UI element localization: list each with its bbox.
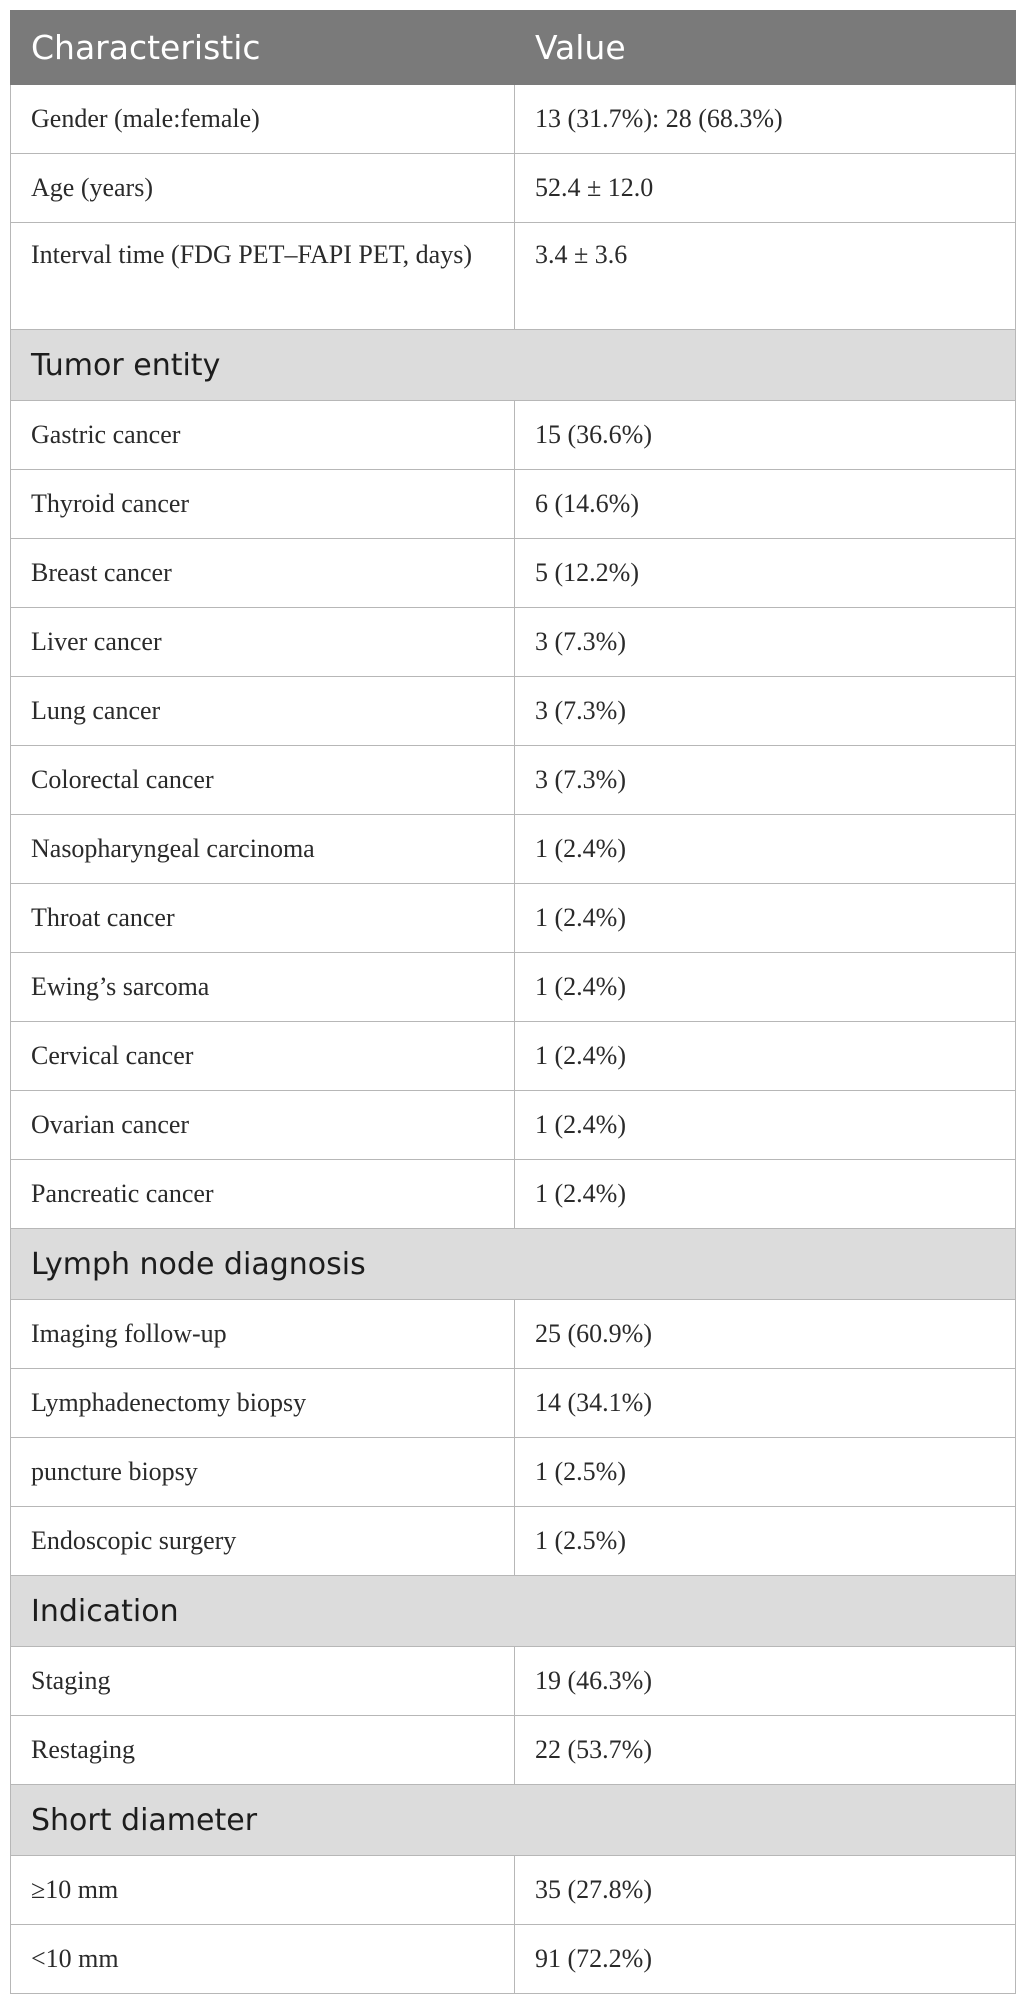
section-header-row (11, 1576, 1016, 1647)
header-value: Value (515, 11, 1016, 85)
row-label: Thyroid cancer (11, 470, 515, 539)
table-row (11, 1300, 1016, 1369)
table-row (11, 677, 1016, 746)
table-row (11, 401, 1016, 470)
row-value: 3 (7.3%) (515, 608, 1016, 677)
row-value: 52.4 ± 12.0 (515, 154, 1016, 223)
row-label: Throat cancer (11, 884, 515, 953)
row-value: 91 (72.2%) (515, 1925, 1016, 1994)
row-value: 15 (36.6%) (515, 401, 1016, 470)
row-value: 35 (27.8%) (515, 1856, 1016, 1925)
row-label: Restaging (11, 1716, 515, 1785)
row-value: 1 (2.4%) (515, 1160, 1016, 1229)
row-label: Endoscopic surgery (11, 1507, 515, 1576)
row-label: Gastric cancer (11, 401, 515, 470)
row-label: Lymphadenectomy biopsy (11, 1369, 515, 1438)
row-label: Lung cancer (11, 677, 515, 746)
row-value: 1 (2.4%) (515, 1091, 1016, 1160)
section-header-row (11, 1229, 1016, 1300)
row-label: Ovarian cancer (11, 1091, 515, 1160)
row-label: <10 mm (11, 1925, 515, 1994)
table-row (11, 85, 1016, 154)
table-row (11, 539, 1016, 608)
table-row (11, 470, 1016, 539)
section-title: Indication (11, 1576, 1016, 1647)
section-title: Lymph node diagnosis (11, 1229, 1016, 1300)
row-label: Staging (11, 1647, 515, 1716)
table-row (11, 953, 1016, 1022)
row-value: 1 (2.5%) (515, 1438, 1016, 1507)
row-value: 19 (46.3%) (515, 1647, 1016, 1716)
row-value: 1 (2.4%) (515, 815, 1016, 884)
table-row (11, 1925, 1016, 1994)
table-row (11, 1507, 1016, 1576)
row-label: Liver cancer (11, 608, 515, 677)
table-row (11, 1091, 1016, 1160)
row-value: 5 (12.2%) (515, 539, 1016, 608)
row-label: Breast cancer (11, 539, 515, 608)
table-header-row (11, 11, 1016, 85)
table-row (11, 1438, 1016, 1507)
row-label: Colorectal cancer (11, 746, 515, 815)
row-label: ≥10 mm (11, 1856, 515, 1925)
row-value: 1 (2.5%) (515, 1507, 1016, 1576)
row-value: 1 (2.4%) (515, 1022, 1016, 1091)
row-label: Interval time (FDG PET–FAPI PET, days) (11, 223, 515, 330)
table-row (11, 1647, 1016, 1716)
table-row (11, 1369, 1016, 1438)
table-row (11, 815, 1016, 884)
section-header-row (11, 1785, 1016, 1856)
row-label: Ewing’s sarcoma (11, 953, 515, 1022)
section-header-row (11, 330, 1016, 401)
table-row (11, 223, 1016, 330)
table-body (11, 85, 1016, 1994)
header-characteristic: Characteristic (11, 11, 515, 85)
row-value: 6 (14.6%) (515, 470, 1016, 539)
row-value: 3.4 ± 3.6 (515, 223, 1016, 330)
row-value: 22 (53.7%) (515, 1716, 1016, 1785)
table-row (11, 608, 1016, 677)
row-value: 3 (7.3%) (515, 746, 1016, 815)
row-label: Cervical cancer (11, 1022, 515, 1091)
table-row (11, 1022, 1016, 1091)
table-row (11, 154, 1016, 223)
table-row (11, 746, 1016, 815)
row-value: 13 (31.7%): 28 (68.3%) (515, 85, 1016, 154)
row-label: Gender (male:female) (11, 85, 515, 154)
table-row (11, 1716, 1016, 1785)
row-label: Pancreatic cancer (11, 1160, 515, 1229)
characteristics-table (10, 10, 1016, 1994)
row-label: Nasopharyngeal carcinoma (11, 815, 515, 884)
row-label: puncture biopsy (11, 1438, 515, 1507)
row-label: Age (years) (11, 154, 515, 223)
table-row (11, 1856, 1016, 1925)
table-row (11, 1160, 1016, 1229)
section-title: Short diameter (11, 1785, 1016, 1856)
row-value: 1 (2.4%) (515, 953, 1016, 1022)
row-value: 3 (7.3%) (515, 677, 1016, 746)
row-value: 1 (2.4%) (515, 884, 1016, 953)
row-label: Imaging follow-up (11, 1300, 515, 1369)
section-title: Tumor entity (11, 330, 1016, 401)
row-value: 25 (60.9%) (515, 1300, 1016, 1369)
row-value: 14 (34.1%) (515, 1369, 1016, 1438)
table-row (11, 884, 1016, 953)
